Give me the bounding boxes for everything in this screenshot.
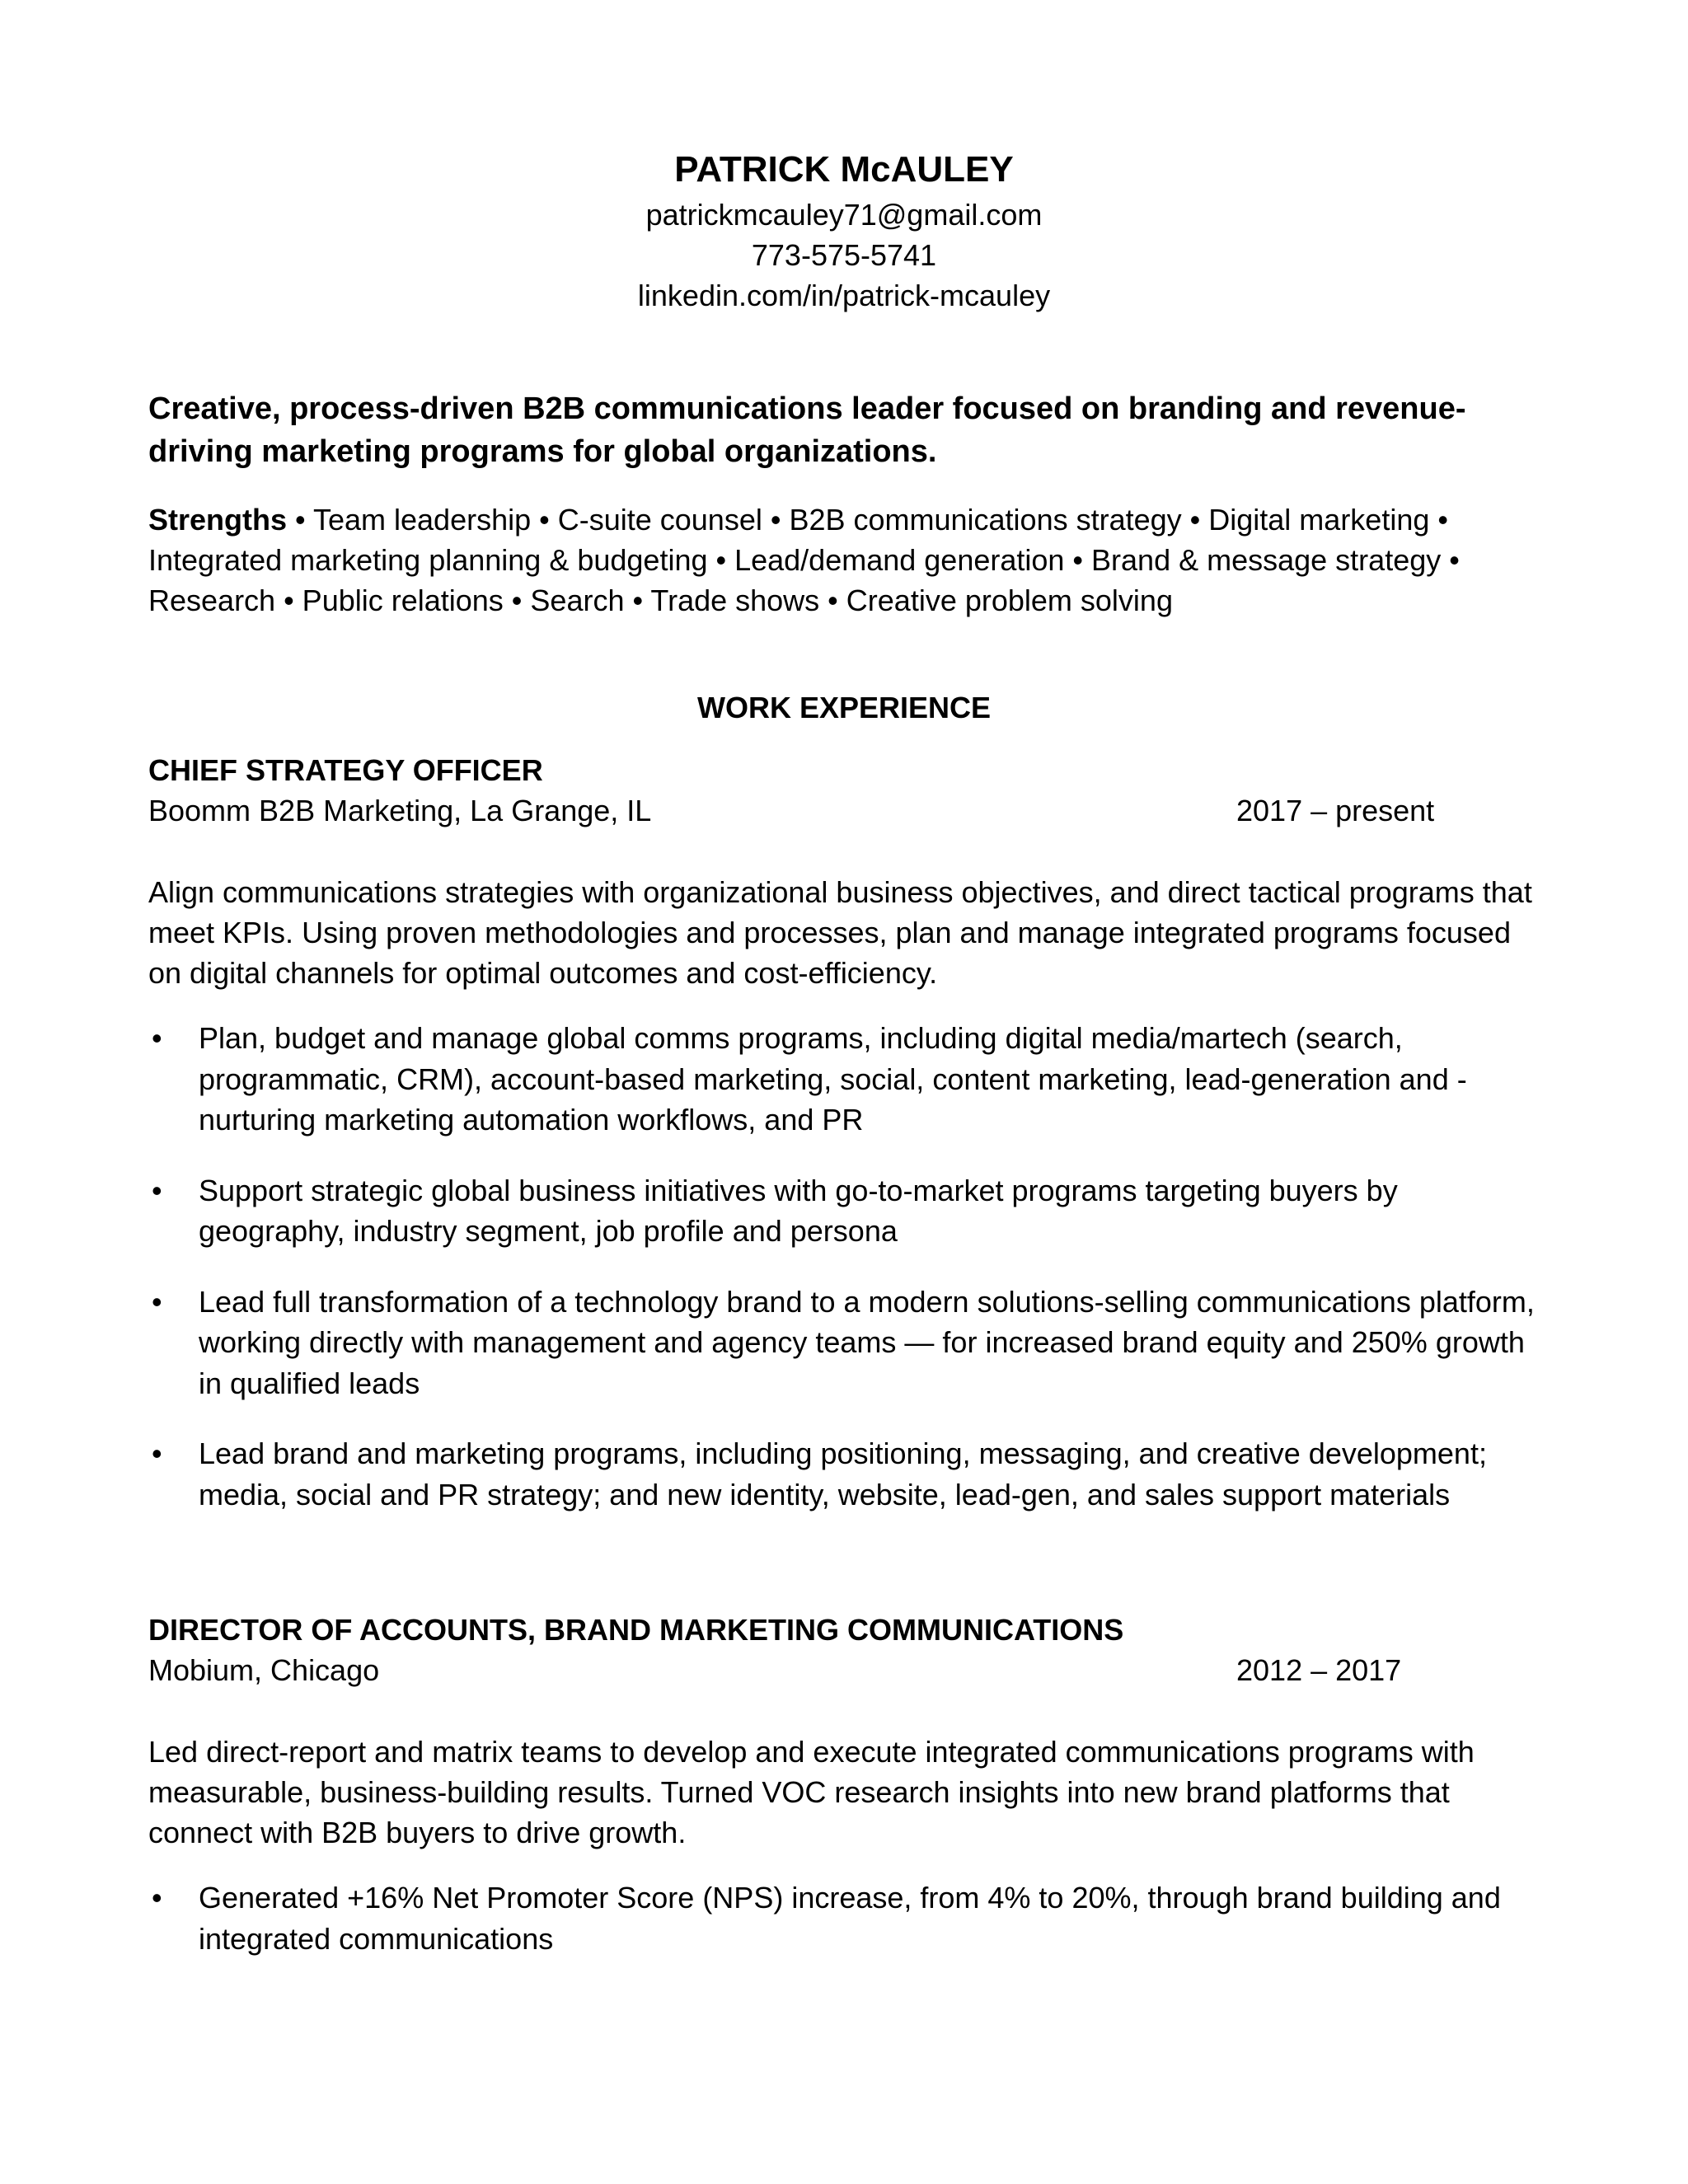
job-title: CHIEF STRATEGY OFFICER	[148, 753, 543, 787]
linkedin-url: linkedin.com/in/patrick-mcauley	[637, 279, 1051, 312]
strengths-section	[148, 499, 1550, 621]
strengths-label: Strengths	[148, 503, 288, 537]
job-dates: 2012 – 2017	[1236, 1653, 1402, 1687]
bullet-text: Plan, budget and manage global comms programs, including digital media/martech (search, programmatic, CRM), account-based marketing, social, content marketing, lead-generation and -nurturing marketing automation workflows, and PR	[199, 1021, 1467, 1137]
email-address: patrickmcauley71@gmail.com	[645, 198, 1043, 232]
bullet-text: Lead full transformation of a technology brand to a modern solutions-selling communications platform, working directly with management and agency teams — for increased brand equity and 250% growth in qualified leads	[199, 1284, 1535, 1400]
bullet-icon: •	[152, 1436, 162, 1470]
job-meta	[148, 1650, 1550, 1690]
bullet-icon: •	[152, 1173, 162, 1207]
bullet-text: Generated +16% Net Promoter Score (NPS) increase, from 4% to 20%, through brand building and integrated communications	[199, 1881, 1501, 1956]
bullet-text: Lead brand and marketing programs, including positioning, messaging, and creative development; media, social and PR strategy; and new identity, website, lead-gen, and sales support materials	[199, 1436, 1487, 1511]
list-item	[148, 1170, 1550, 1252]
list-item	[148, 1877, 1550, 1959]
job-entry-director-of-accounts	[148, 1610, 1550, 1989]
job-entry-chief-strategy-officer	[148, 750, 1550, 1544]
bullet-icon: •	[152, 1284, 162, 1319]
bullet-text: Support strategic global business initiatives with go-to-market programs targeting buyers by geography, industry segment, job profile and persona	[199, 1173, 1398, 1248]
work-experience-heading: WORK EXPERIENCE	[696, 691, 992, 724]
job-bullet-list	[148, 1877, 1550, 1959]
bullet-icon: •	[152, 1881, 162, 1915]
job-bullet-list	[148, 1018, 1550, 1515]
job-description: Led direct-report and matrix teams to develop and execute integrated communications programs with measurable, business-building results. Turned VOC research insights into new brand platforms that connect with B2B buyers to drive growth.	[148, 1735, 1475, 1849]
list-item	[148, 1018, 1550, 1141]
phone-number: 773-575-5741	[751, 238, 937, 272]
job-description: Align communications strategies with organizational business objectives, and direct tactical programs that meet KPIs. Using proven methodologies and processes, plan and manage integrated programs focused on digital channels for optimal outcomes and cost-efficiency.	[148, 875, 1532, 990]
bullet-icon: •	[152, 1021, 162, 1055]
job-company: Boomm B2B Marketing, La Grange, IL	[148, 794, 652, 827]
job-company: Mobium, Chicago	[148, 1653, 380, 1687]
candidate-name: PATRICK McAULEY	[674, 149, 1014, 190]
resume-header	[0, 145, 1688, 316]
summary-statement: Creative, process-driven B2B communications leader focused on branding and revenue-driving marketing programs for global organizations.	[148, 391, 1466, 469]
job-title: DIRECTOR OF ACCOUNTS, BRAND MARKETING COMMUNICATIONS	[148, 1613, 1124, 1647]
list-item	[148, 1282, 1550, 1404]
job-meta	[148, 790, 1550, 831]
job-dates: 2017 – present	[1236, 794, 1435, 827]
list-item	[148, 1433, 1550, 1515]
strengths-list: • Team leadership • C-suite counsel • B2B communications strategy • Digital marketing • Integrated marketing planning & budgeting • Lead/demand generation • Brand & message strategy • Research • Public relations • Search • Trade shows • Creative problem solving	[148, 503, 1460, 617]
